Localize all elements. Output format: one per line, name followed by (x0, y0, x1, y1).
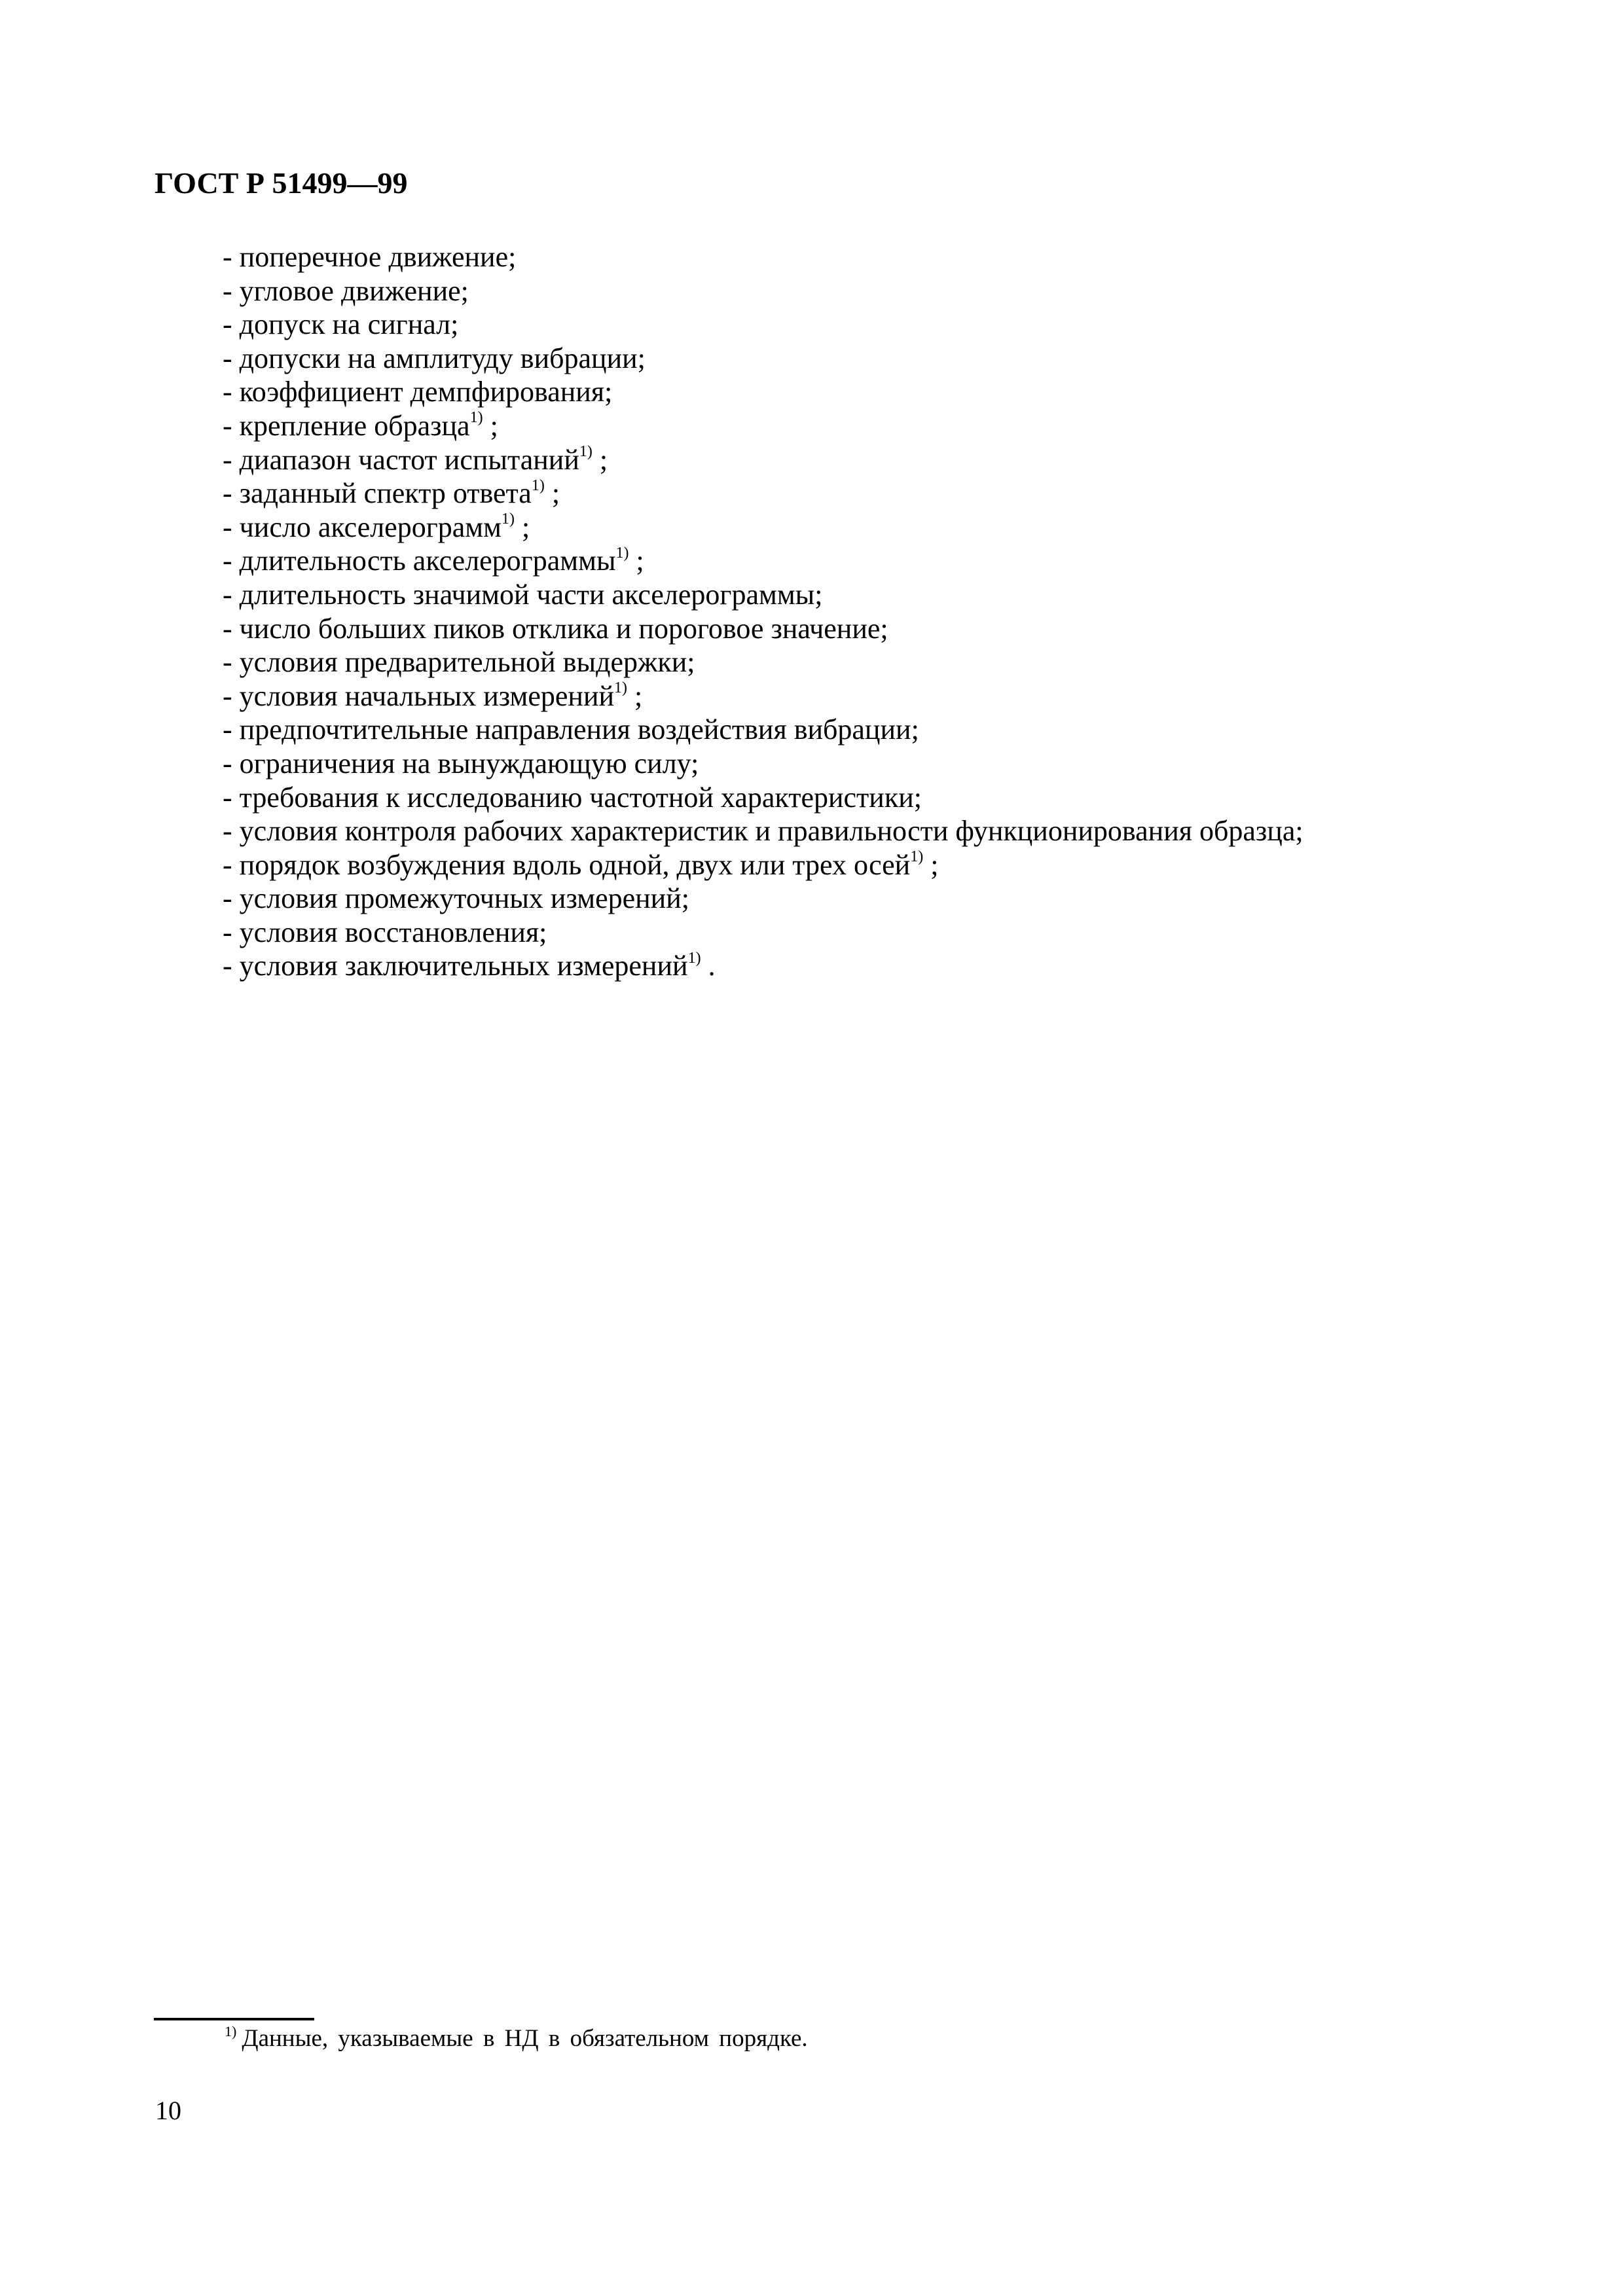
list-item-tail: ; (483, 409, 498, 442)
list-item (223, 578, 1304, 612)
list-item (223, 916, 1304, 950)
list-item (223, 612, 1304, 646)
list-item-text: - условия контроля рабочих характеристик и правильности функционирования образца; (223, 815, 1304, 848)
footnote-separator (154, 2018, 314, 2020)
list-item (223, 747, 1304, 781)
list-item-text: - порядок возбуждения вдоль одной, двух или трех осей (223, 848, 911, 881)
page-number: 10 (155, 2096, 181, 2125)
list-item-tail: . (701, 950, 716, 982)
list-item-tail: ; (514, 511, 530, 543)
list-item-tail: ; (544, 477, 560, 510)
list-item-text: - ограничения на вынуждающую силу; (223, 747, 699, 780)
list-item (223, 409, 1304, 443)
list-item (223, 645, 1304, 679)
list-item-tail: ; (592, 443, 608, 476)
list-item-text: - угловое движение; (223, 274, 469, 307)
list-item (223, 240, 1304, 274)
list-item (223, 949, 1304, 983)
list-item (223, 375, 1304, 409)
list-item-text: - допуски на амплитуду вибрации; (223, 342, 646, 374)
list-item (223, 308, 1304, 342)
list-item (223, 848, 1304, 882)
list-item (223, 511, 1304, 545)
list-item-tail: ; (629, 545, 644, 577)
list-item (223, 443, 1304, 477)
footnote-ref: 1) (469, 409, 483, 427)
list-item-text: - условия восстановления; (223, 916, 547, 948)
footnote-ref: 1) (687, 949, 701, 967)
footnote-ref: 1) (501, 511, 515, 528)
list-item (223, 544, 1304, 578)
list-item-text: - крепление образца (223, 409, 470, 442)
footnote-text: Данные, указываемые в НД в обязательном порядке. (242, 2025, 808, 2052)
list-item (223, 679, 1304, 713)
list-item (223, 274, 1304, 308)
list-item-tail: ; (923, 848, 939, 881)
footnote (225, 2024, 808, 2053)
footnote-ref: 1) (910, 848, 924, 866)
document-code-header: ГОСТ Р 51499—99 (155, 166, 408, 200)
list-item-text: - допуск на сигнал; (223, 308, 459, 341)
list-item-text: - предпочтительные направления воздействия вибрации; (223, 713, 919, 746)
footnote-ref: 1) (531, 476, 545, 494)
list-item-text: - условия предварительной выдержки; (223, 646, 695, 679)
list-item-text: - диапазон частот испытаний (223, 443, 579, 476)
list-item (223, 342, 1304, 376)
list-item-text: - требования к исследованию частотной характеристики; (223, 781, 922, 814)
list-item-tail: ; (627, 679, 643, 712)
list-item (223, 781, 1304, 815)
list-item-text: - заданный спектр ответа (223, 477, 532, 510)
list-item-text: - число акселерограмм (223, 511, 501, 543)
requirements-list (223, 240, 1304, 983)
list-item (223, 713, 1304, 747)
list-item-text: - поперечное движение; (223, 241, 517, 273)
footnote-ref: 1) (614, 679, 628, 697)
list-item-text: - число больших пиков отклика и пороговое значение; (223, 612, 888, 645)
list-item-text: - коэффициент демпфирования; (223, 376, 613, 408)
list-item-text: - длительность значимой части акселерограммы; (223, 578, 823, 611)
footnote-ref: 1) (579, 442, 593, 460)
list-item-text: - условия заключительных измерений (223, 950, 688, 982)
list-item (223, 476, 1304, 511)
list-item (223, 814, 1304, 848)
list-item-text: - условия промежуточных измерений; (223, 882, 690, 915)
list-item (223, 882, 1304, 916)
list-item-text: - условия начальных измерений (223, 679, 615, 712)
footnote-ref: 1) (615, 544, 629, 562)
list-item-text: - длительность акселерограммы (223, 545, 616, 577)
footnote-marker: 1) (225, 2022, 237, 2039)
